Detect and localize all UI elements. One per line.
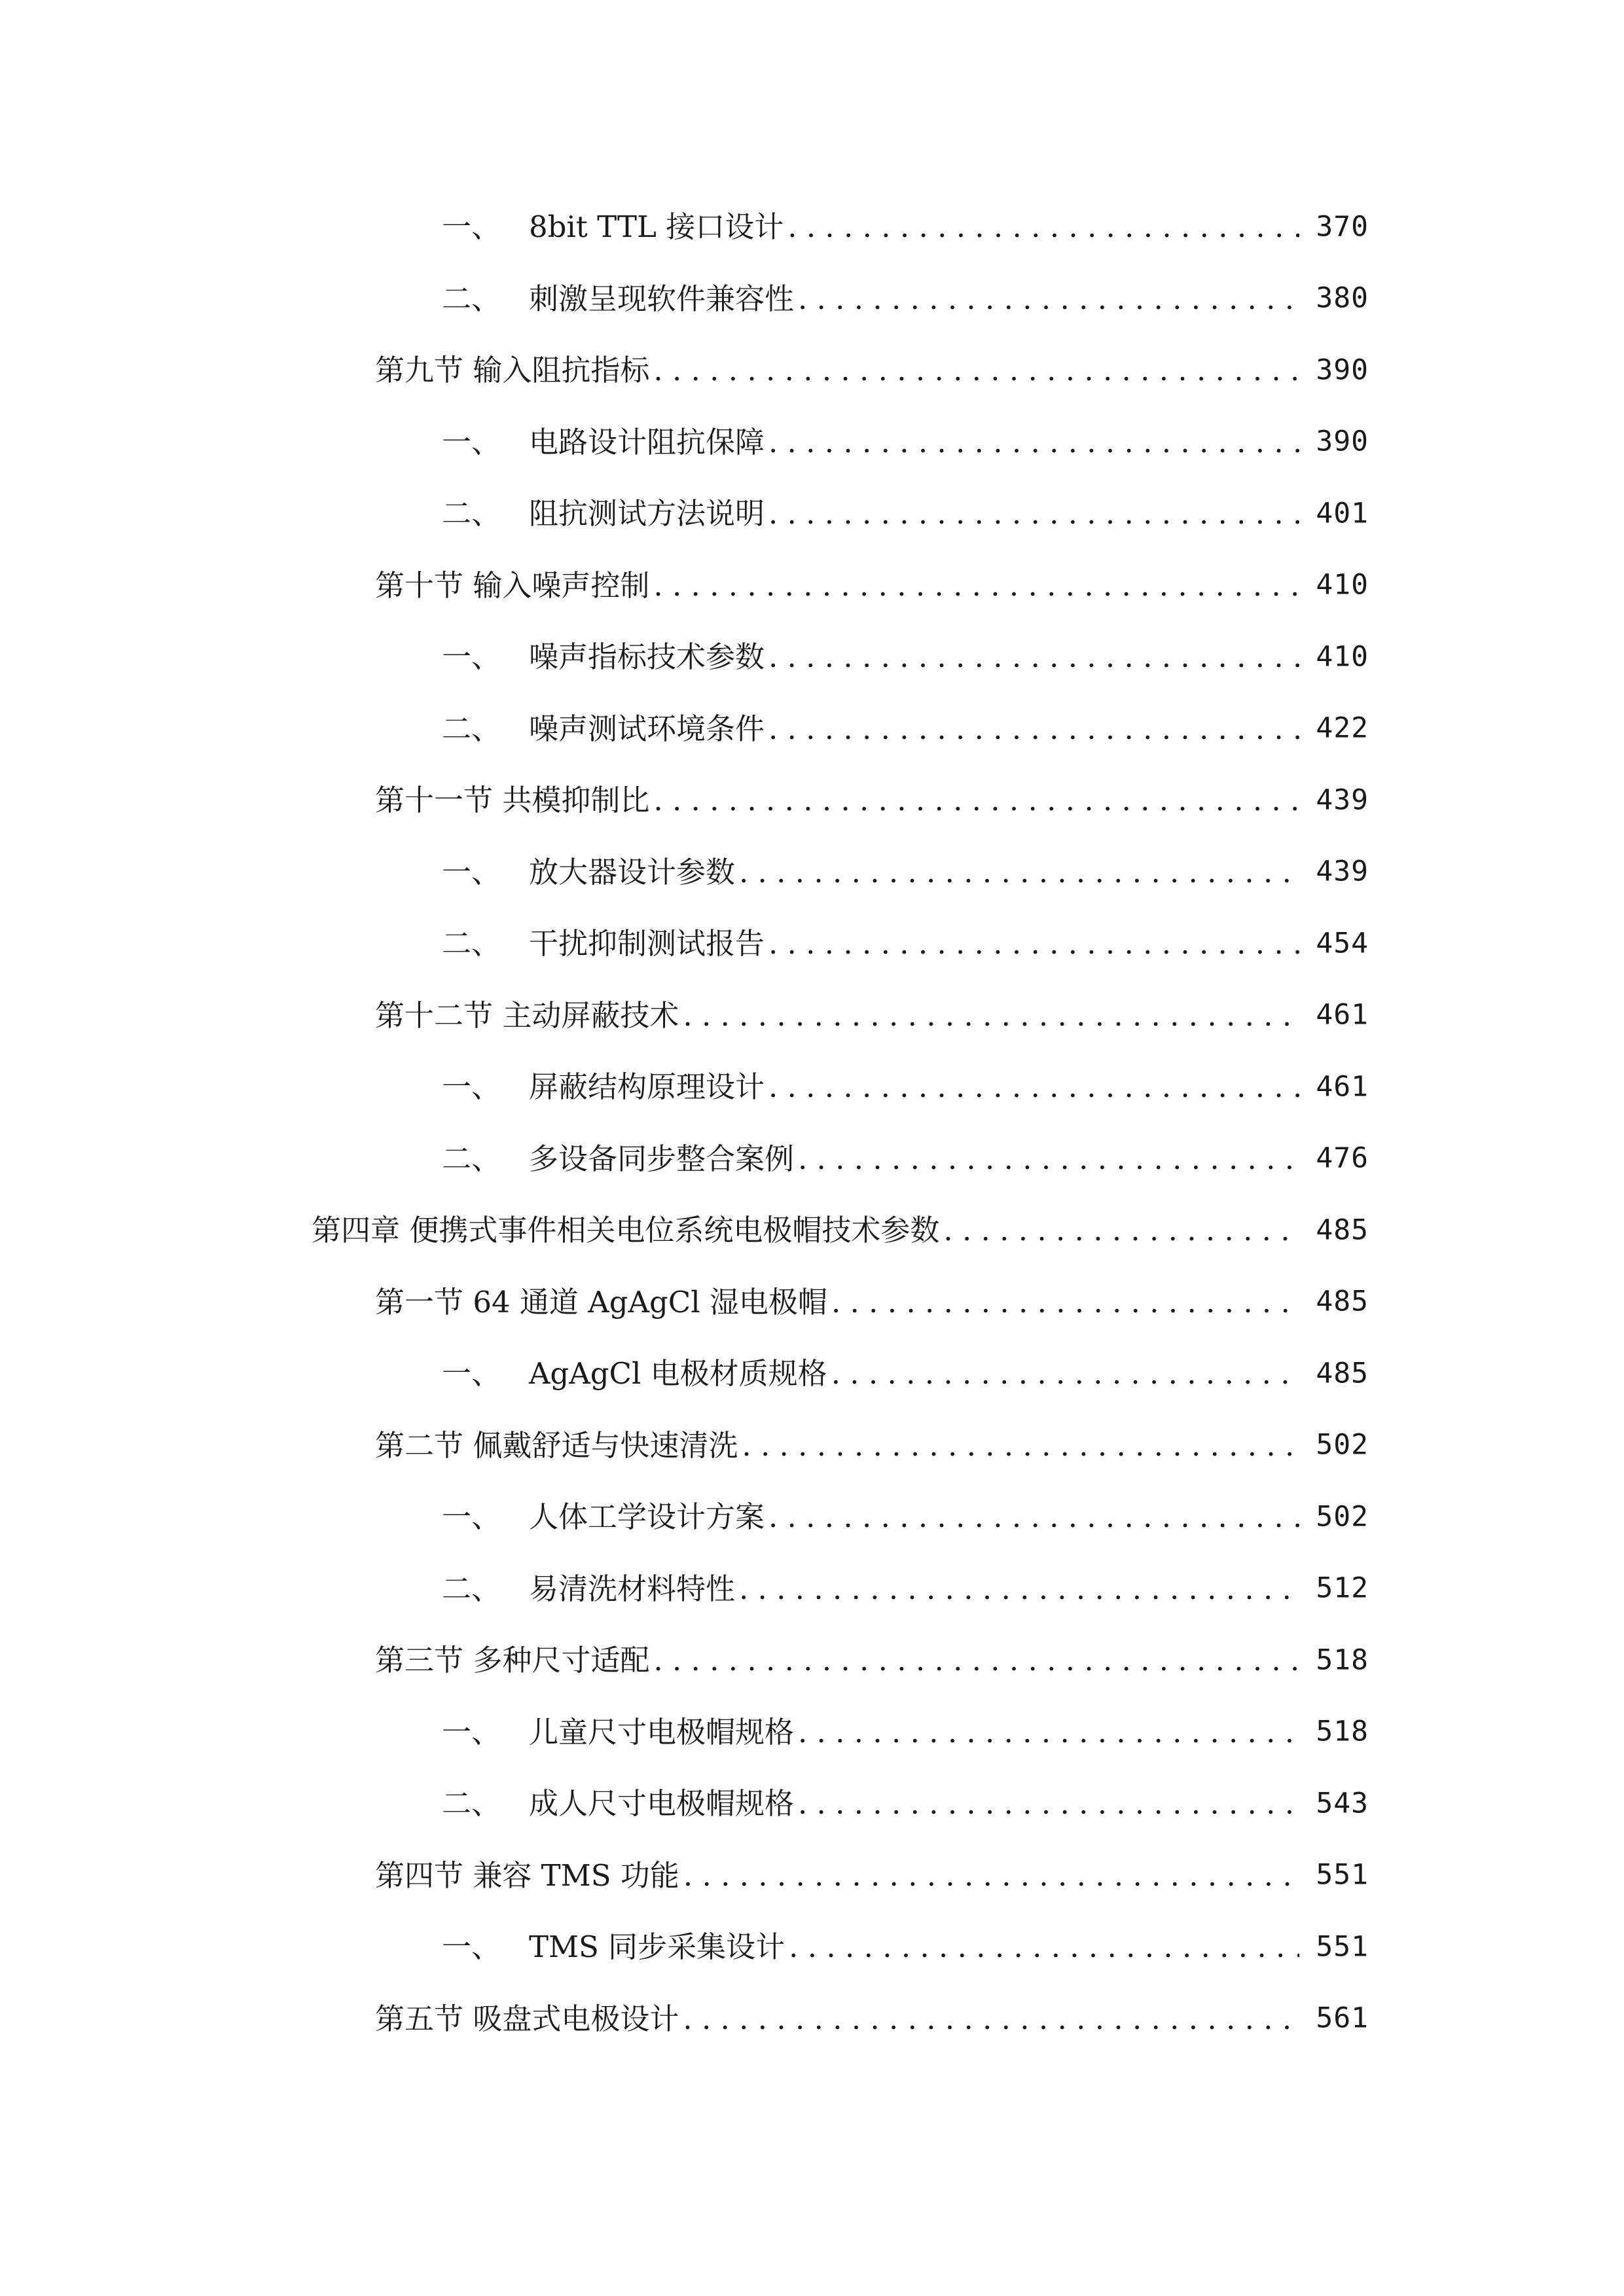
dot-leader bbox=[683, 1861, 1299, 1890]
spacer bbox=[463, 1861, 473, 1890]
toc-page-number: 401 bbox=[1316, 497, 1369, 530]
toc-entry-item[interactable] bbox=[0, 836, 1624, 908]
toc-entry-line bbox=[442, 424, 1303, 459]
dot-leader bbox=[768, 642, 1299, 672]
toc-entry-number: 一、 bbox=[442, 424, 501, 459]
toc-entry-title: 噪声测试环境条件 bbox=[528, 711, 765, 746]
toc-entry-title: 成人尺寸电极帽规格 bbox=[528, 1786, 794, 1821]
toc-entry-section[interactable] bbox=[0, 1266, 1624, 1338]
toc-entry-line bbox=[442, 639, 1303, 675]
toc-entry-number: 二、 bbox=[442, 281, 501, 316]
toc-entry-item[interactable] bbox=[0, 621, 1624, 693]
toc-entry-section[interactable] bbox=[0, 1624, 1624, 1696]
toc-entry-title: 64 通道 AgAgCl 湿电极帽 bbox=[473, 1284, 827, 1319]
dot-leader bbox=[943, 1215, 1299, 1245]
spacer bbox=[501, 1144, 529, 1174]
dot-leader bbox=[653, 785, 1299, 815]
spacer bbox=[501, 499, 529, 528]
toc-entry-number: 第一节 bbox=[375, 1284, 464, 1319]
toc-entry-section[interactable] bbox=[0, 1840, 1624, 1912]
spacer bbox=[501, 427, 529, 457]
toc-entry-section[interactable] bbox=[0, 1983, 1624, 2055]
toc-entry-item[interactable] bbox=[0, 1696, 1624, 1768]
toc-page-number: 439 bbox=[1316, 855, 1369, 888]
toc-entry-item[interactable] bbox=[0, 1768, 1624, 1840]
spacer bbox=[400, 1215, 409, 1245]
toc-entry-title: 主动屏蔽技术 bbox=[502, 997, 679, 1033]
toc-entry-number: 一、 bbox=[442, 1499, 501, 1535]
spacer bbox=[501, 1574, 529, 1604]
toc-page-number: 543 bbox=[1316, 1787, 1369, 1820]
toc-entry-line bbox=[375, 997, 1303, 1033]
toc-entry-title: 干扰抑制测试报告 bbox=[528, 926, 765, 961]
dot-leader bbox=[798, 1144, 1299, 1174]
toc-entry-number: 二、 bbox=[442, 1786, 501, 1821]
toc-entry-line bbox=[442, 1786, 1303, 1821]
toc-entry-line bbox=[442, 1356, 1303, 1391]
toc-entry-number: 二、 bbox=[442, 496, 501, 531]
toc-entry-number: 一、 bbox=[442, 1356, 501, 1391]
toc-entry-chapter[interactable] bbox=[0, 1194, 1624, 1266]
toc-entry-line bbox=[375, 567, 1303, 603]
toc-entry-line bbox=[375, 1643, 1303, 1678]
toc-entry-number: 一、 bbox=[442, 1069, 501, 1105]
toc-entry-title: 多种尺寸适配 bbox=[473, 1643, 650, 1678]
spacer bbox=[501, 714, 529, 744]
toc-page-number: 485 bbox=[1316, 1213, 1369, 1247]
toc-entry-line bbox=[442, 1499, 1303, 1535]
toc-entry-number: 第十节 bbox=[375, 567, 464, 603]
toc-page-number: 551 bbox=[1316, 1858, 1369, 1892]
toc-entry-title: 儿童尺寸电极帽规格 bbox=[528, 1714, 794, 1749]
dot-leader bbox=[798, 284, 1299, 314]
toc-entry-title: 输入阻抗指标 bbox=[473, 353, 650, 388]
toc-entry-title: 便携式事件相关电位系统电极帽技术参数 bbox=[409, 1213, 940, 1248]
toc-page-number: 370 bbox=[1316, 210, 1369, 243]
toc-entry-number: 第十二节 bbox=[375, 997, 494, 1033]
toc-page-number: 410 bbox=[1316, 568, 1369, 601]
spacer bbox=[501, 284, 529, 314]
toc-entry-line bbox=[442, 926, 1303, 961]
toc-entry-line bbox=[442, 281, 1303, 316]
spacer bbox=[501, 929, 529, 958]
dot-leader bbox=[739, 857, 1299, 887]
toc-entry-number: 第四章 bbox=[312, 1213, 401, 1248]
dot-leader bbox=[768, 499, 1299, 528]
dot-leader bbox=[683, 1001, 1299, 1030]
toc-entry-line bbox=[442, 1571, 1303, 1606]
toc-entry-line bbox=[442, 711, 1303, 746]
toc-entry-item[interactable] bbox=[0, 1123, 1624, 1195]
spacer bbox=[463, 1645, 473, 1675]
toc-entry-number: 一、 bbox=[442, 1929, 501, 1965]
toc-entry-section[interactable] bbox=[0, 334, 1624, 406]
toc-page-number: 551 bbox=[1316, 1930, 1369, 1964]
toc-entry-section[interactable] bbox=[0, 764, 1624, 836]
toc-entry-number: 二、 bbox=[442, 1141, 501, 1176]
toc-entry-title: 佩戴舒适与快速清洗 bbox=[473, 1427, 738, 1463]
dot-leader bbox=[653, 355, 1299, 385]
toc-entry-title: 屏蔽结构原理设计 bbox=[528, 1069, 765, 1105]
toc-entry-line bbox=[312, 1213, 1303, 1248]
dot-leader bbox=[768, 929, 1299, 958]
spacer bbox=[463, 2004, 473, 2034]
dot-leader bbox=[739, 1574, 1299, 1604]
toc-entry-title: 易清洗材料特性 bbox=[528, 1571, 735, 1606]
toc-entry-title: 输入噪声控制 bbox=[473, 567, 650, 603]
toc-entry-line bbox=[442, 854, 1303, 889]
toc-entry-line bbox=[375, 1857, 1303, 1893]
spacer bbox=[501, 1359, 529, 1388]
toc-entry-number: 第九节 bbox=[375, 353, 464, 388]
toc-entry-line bbox=[375, 2001, 1303, 2036]
toc-entry-title: 吸盘式电极设计 bbox=[473, 2001, 679, 2036]
toc-entry-title: 多设备同步整合案例 bbox=[528, 1141, 794, 1176]
toc-entry-item[interactable] bbox=[0, 406, 1624, 478]
spacer bbox=[493, 785, 502, 815]
toc-page-number: 485 bbox=[1316, 1285, 1369, 1318]
toc-entry-item[interactable] bbox=[0, 478, 1624, 550]
toc-entry-line bbox=[375, 353, 1303, 388]
toc-entry-line bbox=[375, 1284, 1303, 1319]
spacer bbox=[501, 1932, 529, 1962]
toc-entry-number: 第二节 bbox=[375, 1427, 464, 1463]
dot-leader bbox=[768, 1072, 1299, 1102]
toc-entry-line bbox=[375, 1427, 1303, 1463]
toc-entry-number: 第四节 bbox=[375, 1857, 464, 1893]
toc-entry-title: 噪声指标技术参数 bbox=[528, 639, 765, 675]
toc-page-number: 502 bbox=[1316, 1500, 1369, 1534]
spacer bbox=[501, 642, 529, 672]
toc-entry-item[interactable] bbox=[0, 1911, 1624, 1983]
spacer bbox=[501, 1789, 529, 1818]
dot-leader bbox=[683, 2004, 1299, 2034]
toc-page-number: 380 bbox=[1316, 281, 1369, 315]
toc-entry-number: 第五节 bbox=[375, 2001, 464, 2036]
toc-entry-item[interactable] bbox=[0, 1553, 1624, 1625]
toc-page-number: 512 bbox=[1316, 1571, 1369, 1605]
spacer bbox=[463, 1287, 473, 1317]
spacer bbox=[501, 857, 529, 887]
dot-leader bbox=[653, 1645, 1299, 1675]
toc-entry-title: 兼容 TMS 功能 bbox=[473, 1857, 679, 1893]
toc-entry-line bbox=[442, 1929, 1303, 1965]
toc-entry-line bbox=[375, 783, 1303, 818]
toc-entry-item[interactable] bbox=[0, 1481, 1624, 1553]
spacer bbox=[463, 1431, 473, 1460]
dot-leader bbox=[787, 212, 1299, 242]
toc-entry-item[interactable] bbox=[0, 908, 1624, 980]
toc-entry-title: 放大器设计参数 bbox=[528, 854, 735, 889]
dot-leader bbox=[653, 571, 1299, 600]
toc-entry-title: 刺激呈现软件兼容性 bbox=[528, 281, 794, 316]
dot-leader bbox=[831, 1359, 1299, 1388]
toc-entry-item[interactable] bbox=[0, 191, 1624, 263]
dot-leader bbox=[742, 1431, 1299, 1460]
toc-page-number: 461 bbox=[1316, 998, 1369, 1031]
toc-entry-title: TMS 同步采集设计 bbox=[528, 1929, 785, 1965]
toc-entry-section[interactable] bbox=[0, 1410, 1624, 1482]
toc-entry-item[interactable] bbox=[0, 1051, 1624, 1123]
toc-page-number: 461 bbox=[1316, 1070, 1369, 1103]
toc-entry-title: 人体工学设计方案 bbox=[528, 1499, 765, 1535]
toc-entry-line bbox=[442, 1714, 1303, 1749]
toc-entry-number: 一、 bbox=[442, 1714, 501, 1749]
toc-entry-line bbox=[442, 496, 1303, 531]
spacer bbox=[501, 1717, 529, 1747]
toc-page-number: 454 bbox=[1316, 927, 1369, 960]
toc-page-number: 518 bbox=[1316, 1643, 1369, 1677]
toc-page-number: 476 bbox=[1316, 1141, 1369, 1175]
toc-entry-title: 8bit TTL 接口设计 bbox=[528, 209, 784, 245]
toc-entry-number: 二、 bbox=[442, 926, 501, 961]
dot-leader bbox=[789, 1932, 1299, 1962]
dot-leader bbox=[831, 1287, 1299, 1317]
toc-page-number: 439 bbox=[1316, 783, 1369, 817]
toc-entry-item[interactable] bbox=[0, 1338, 1624, 1410]
toc-page-number: 410 bbox=[1316, 640, 1369, 673]
spacer bbox=[501, 212, 529, 242]
toc-entry-number: 第十一节 bbox=[375, 783, 494, 818]
toc-entry-number: 二、 bbox=[442, 711, 501, 746]
toc-page-number: 390 bbox=[1316, 353, 1369, 387]
toc-entry-number: 第三节 bbox=[375, 1643, 464, 1678]
dot-leader bbox=[768, 714, 1299, 744]
toc-entry-title: 共模抑制比 bbox=[502, 783, 650, 818]
toc-entry-item[interactable] bbox=[0, 263, 1624, 335]
toc-entry-line bbox=[442, 1069, 1303, 1105]
toc-entry-number: 一、 bbox=[442, 854, 501, 889]
toc-entry-title: 电路设计阻抗保障 bbox=[528, 424, 765, 459]
dot-leader bbox=[768, 1502, 1299, 1532]
toc-entry-line bbox=[442, 1141, 1303, 1176]
toc-page-number: 502 bbox=[1316, 1428, 1369, 1462]
toc-entry-section[interactable] bbox=[0, 980, 1624, 1052]
dot-leader bbox=[798, 1717, 1299, 1747]
table-of-contents bbox=[0, 191, 1624, 2054]
toc-entry-line bbox=[442, 209, 1303, 245]
toc-entry-number: 二、 bbox=[442, 1571, 501, 1606]
spacer bbox=[501, 1502, 529, 1532]
toc-page-number: 485 bbox=[1316, 1357, 1369, 1390]
spacer bbox=[463, 571, 473, 600]
toc-page-number: 390 bbox=[1316, 425, 1369, 458]
toc-entry-number: 一、 bbox=[442, 639, 501, 675]
dot-leader bbox=[798, 1789, 1299, 1818]
toc-entry-title: 阻抗测试方法说明 bbox=[528, 496, 765, 531]
toc-page-number: 518 bbox=[1316, 1715, 1369, 1748]
toc-page-number: 561 bbox=[1316, 2001, 1369, 2035]
toc-page-number: 422 bbox=[1316, 711, 1369, 745]
spacer bbox=[493, 1001, 502, 1030]
spacer bbox=[463, 355, 473, 385]
spacer bbox=[501, 1072, 529, 1102]
toc-entry-section[interactable] bbox=[0, 550, 1624, 622]
toc-entry-item[interactable] bbox=[0, 693, 1624, 765]
dot-leader bbox=[768, 427, 1299, 457]
toc-entry-title: AgAgCl 电极材质规格 bbox=[528, 1356, 827, 1391]
toc-entry-number: 一、 bbox=[442, 209, 501, 245]
